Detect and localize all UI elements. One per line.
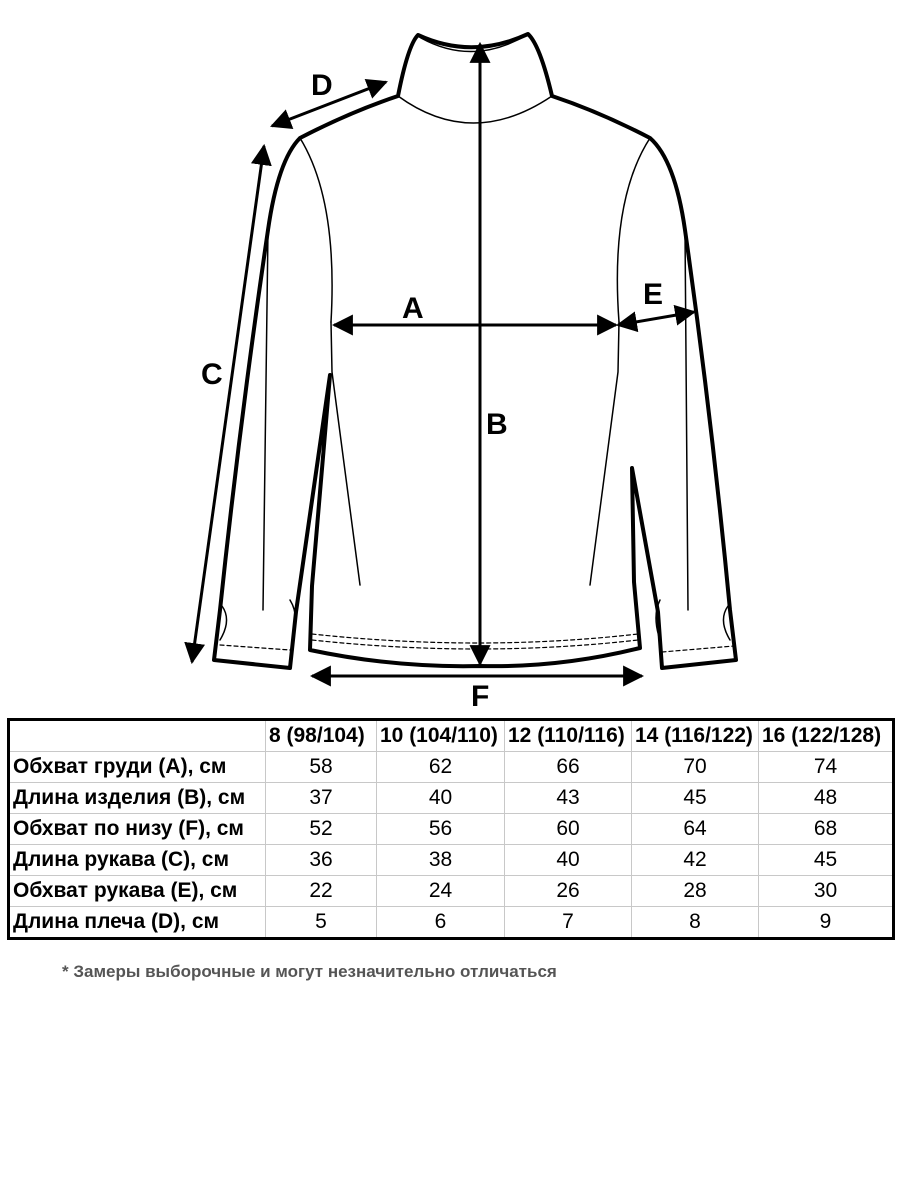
table-cell: 60 [505, 814, 632, 845]
table-cell: 45 [632, 783, 759, 814]
table-cell: 40 [377, 783, 505, 814]
table-cell: 48 [759, 783, 894, 814]
row-label: Обхват рукава (E), см [9, 876, 266, 907]
label-b: B [486, 408, 508, 441]
size-table [7, 718, 895, 940]
table-cell: 40 [505, 845, 632, 876]
table-cell: 30 [759, 876, 894, 907]
column-header: 8 (98/104) [266, 720, 377, 752]
column-header: 16 (122/128) [759, 720, 894, 752]
table-row [9, 783, 894, 814]
column-header: 10 (104/110) [377, 720, 505, 752]
table-row [9, 876, 894, 907]
row-label: Длина рукава (C), см [9, 845, 266, 876]
table-cell: 64 [632, 814, 759, 845]
table-cell: 70 [632, 752, 759, 783]
table-row [9, 907, 894, 939]
column-header: 14 (116/122) [632, 720, 759, 752]
table-row [9, 814, 894, 845]
table-cell: 45 [759, 845, 894, 876]
table-cell: 7 [505, 907, 632, 939]
table-cell: 68 [759, 814, 894, 845]
sweater-outline [214, 34, 736, 668]
table-cell: 66 [505, 752, 632, 783]
table-cell: 42 [632, 845, 759, 876]
table-cell: 43 [505, 783, 632, 814]
table-cell: 62 [377, 752, 505, 783]
label-f: F [471, 680, 490, 713]
table-cell: 26 [505, 876, 632, 907]
column-header: 12 (110/116) [505, 720, 632, 752]
row-label: Длина плеча (D), см [9, 907, 266, 939]
table-header-row [9, 720, 894, 752]
table-cell: 8 [632, 907, 759, 939]
table-cell: 52 [266, 814, 377, 845]
table-cell: 38 [377, 845, 505, 876]
table-cell: 5 [266, 907, 377, 939]
label-a: A [402, 292, 424, 325]
table-cell: 22 [266, 876, 377, 907]
table-row [9, 845, 894, 876]
footnote: * Замеры выборочные и могут незначительно отличаться [62, 962, 557, 981]
header-corner [9, 720, 266, 752]
label-c: C [201, 358, 223, 391]
row-label: Длина изделия (B), см [9, 783, 266, 814]
table-cell: 58 [266, 752, 377, 783]
table-row [9, 752, 894, 783]
table-cell: 36 [266, 845, 377, 876]
table-cell: 28 [632, 876, 759, 907]
table-cell: 9 [759, 907, 894, 939]
table-cell: 74 [759, 752, 894, 783]
label-e: E [643, 278, 664, 311]
table-cell: 56 [377, 814, 505, 845]
table-cell: 24 [377, 876, 505, 907]
table-cell: 37 [266, 783, 377, 814]
row-label: Обхват груди (A), см [9, 752, 266, 783]
row-label: Обхват по низу (F), см [9, 814, 266, 845]
label-d: D [311, 69, 333, 102]
table-cell: 6 [377, 907, 505, 939]
